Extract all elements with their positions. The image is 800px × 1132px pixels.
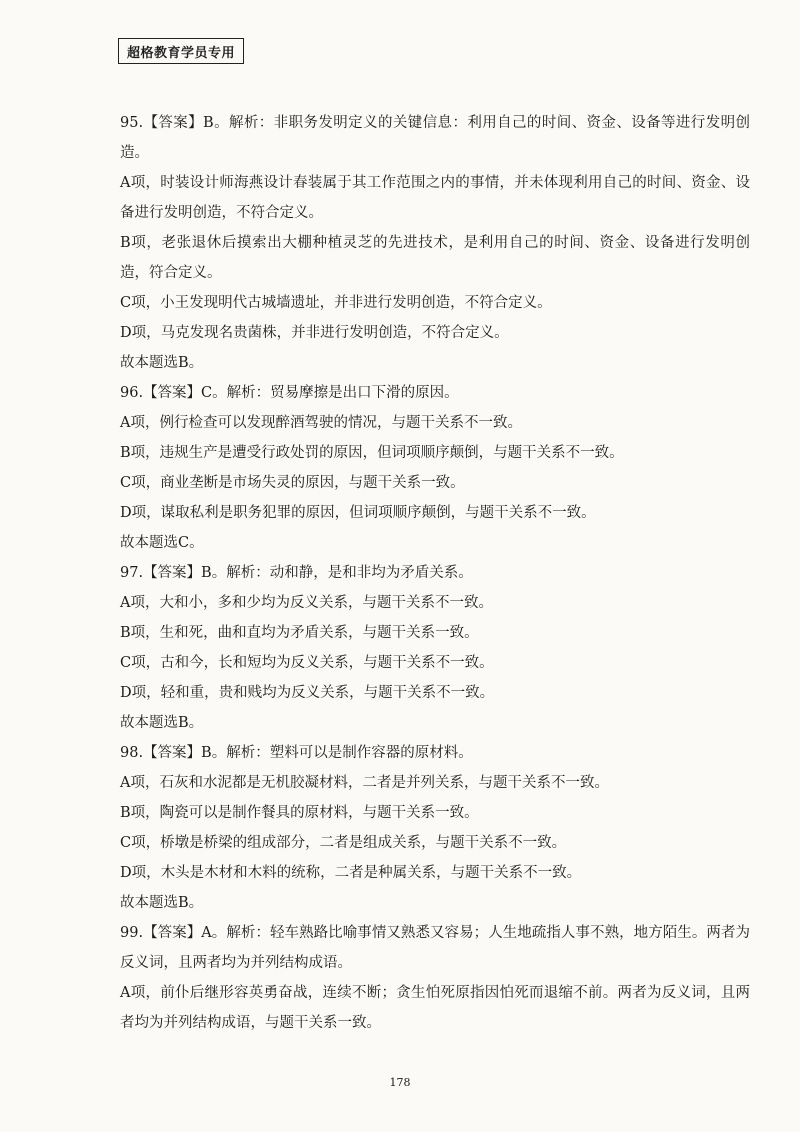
paragraph-98-conclusion: 故本题选B。 (120, 895, 204, 911)
paragraph-95-option-b: B项，老张退休后摸索出大棚种植灵芝的先进技术，是利用自己的时间、资金、设备进行发明创造，符合定义。 (120, 235, 750, 281)
paragraph-98-option-a: A项，石灰和水泥都是无机胶凝材料，二者是并列关系，与题干关系不一致。 (120, 775, 609, 791)
paragraph-95-option-d: D项，马克发现名贵菌株，并非进行发明创造，不符合定义。 (120, 325, 509, 341)
paragraph-95-option-c: C项，小王发现明代古城墙遗址，并非进行发明创造，不符合定义。 (120, 295, 552, 311)
header-stamp: 超格教育学员专用 (118, 38, 244, 64)
paragraph-97-option-b: B项，生和死，曲和直均为矛盾关系，与题干关系一致。 (120, 625, 479, 641)
paragraph-96-option-b: B项，违规生产是遭受行政处罚的原因，但词项顺序颠倒，与题干关系不一致。 (120, 445, 624, 461)
paragraph-96-conclusion: 故本题选C。 (120, 535, 204, 551)
paragraph-98-option-d: D项，木头是木材和木料的统称，二者是种属关系，与题干关系不一致。 (120, 865, 582, 881)
paragraph-97-conclusion: 故本题选B。 (120, 715, 204, 731)
paragraph-97-option-a: A项，大和小，多和少均为反义关系，与题干关系不一致。 (120, 595, 493, 611)
paragraph-96-option-d: D项，谋取私利是职务犯罪的原因，但词项顺序颠倒，与题干关系不一致。 (120, 505, 596, 521)
paragraph-95-option-a: A项，时装设计师海燕设计春装属于其工作范围之内的事情，并未体现利用自己的时间、资金、设备进行发明创造，不符合定义。 (120, 175, 750, 221)
paragraph-98-option-c: C项，桥墩是桥梁的组成部分，二者是组成关系，与题干关系不一致。 (120, 835, 567, 851)
paragraph-96-option-c: C项，商业垄断是市场失灵的原因，与题干关系一致。 (120, 475, 465, 491)
paragraph-96-answer: 96.【答案】C。解析：贸易摩擦是出口下滑的原因。 (120, 385, 459, 401)
paragraph-95-answer: 95.【答案】B。解析：非职务发明定义的关键信息：利用自己的时间、资金、设备等进行发明创造。 (120, 115, 750, 161)
paragraph-98-answer: 98.【答案】B。解析：塑料可以是制作容器的原材料。 (120, 745, 473, 761)
answer-content (120, 108, 750, 1038)
paragraph-95-conclusion: 故本题选B。 (120, 355, 204, 371)
page-number: 178 (389, 1076, 411, 1089)
paragraph-97-answer: 97.【答案】B。解析：动和静，是和非均为矛盾关系。 (120, 565, 473, 581)
paragraph-97-option-c: C项，古和今，长和短均为反义关系，与题干关系不一致。 (120, 655, 494, 671)
paragraph-98-option-b: B项，陶瓷可以是制作餐具的原材料，与题干关系一致。 (120, 805, 479, 821)
paragraph-99-answer: 99.【答案】A。解析：轻车熟路比喻事情又熟悉又容易；人生地疏指人事不熟，地方陌生。两者为反义词，且两者均为并列结构成语。 (120, 925, 750, 971)
paragraph-99-option-a: A项，前仆后继形容英勇奋战，连续不断；贪生怕死原指因怕死而退缩不前。两者为反义词，且两者均为并列结构成语，与题干关系一致。 (120, 985, 750, 1031)
paragraph-96-option-a: A项，例行检查可以发现醉酒驾驶的情况，与题干关系不一致。 (120, 415, 522, 431)
paragraph-97-option-d: D项，轻和重，贵和贱均为反义关系，与题干关系不一致。 (120, 685, 495, 701)
